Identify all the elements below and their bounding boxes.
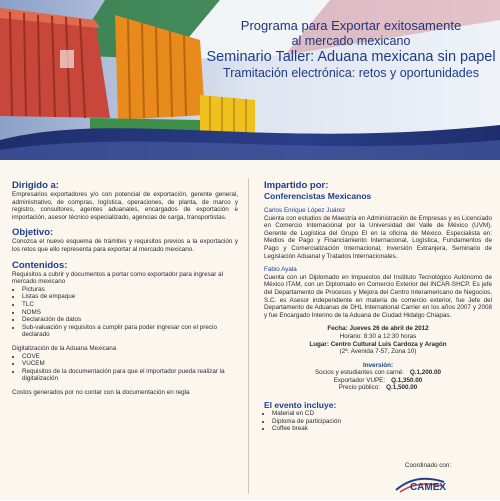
speaker2-bio: Cuenta con un Diplomado en Impuestos del Instituto Tecnológico Autónomo de México ITAM, con un Diplomado en Comercio Exterior del INCAR-SHCP. Es jefe del Departamento de Procesos y Mejora del Centro Interamericano de Negocios, S.C. es Asesor independiente en materia de comercio exterior, fue Jefe del Departamento de Aduanas de DHL International Carrier en los años 2007 y 2008 y fue Encargado Interino de la Aduana de Ciudad Hidalgo Chiapas. bbox=[264, 273, 492, 319]
list-item: • Coffee break bbox=[272, 425, 384, 433]
hero-banner bbox=[0, 0, 500, 160]
list-item: • TLC bbox=[22, 301, 238, 309]
list-item: • COVE bbox=[22, 353, 238, 361]
price-label: Socios y estudiantes con carné: bbox=[314, 369, 404, 377]
speaker1-bio: Cuenta con estudios de Maestría en Administración de Empresas y es Licenciado en Comercio Internacional por la Universidad del Valle de México (UVM). Gerente de Logística del Grupo El en la oficina de México. Especialista en: Medios de Pago y Financiamiento Internacional, Logística, Fundamentos de Pago y Comercialización Internacional, Inversión Extranjera, Seminario de Legislación Aduanal y Tratados Internacionales. bbox=[264, 214, 492, 260]
price-row bbox=[264, 369, 492, 377]
hero-title-block bbox=[205, 18, 497, 81]
price-value: Q.1,350.00 bbox=[391, 376, 423, 384]
left-column bbox=[12, 180, 238, 396]
costos-text: Costos generados por no contar con la documentación en regla bbox=[12, 388, 190, 396]
price-row bbox=[264, 384, 492, 392]
price-value: Q.1,500.00 bbox=[386, 384, 418, 392]
price-value: Q.1,200.00 bbox=[409, 369, 442, 377]
coordinado-label: Coordinado con: bbox=[404, 462, 452, 469]
requisitos-list bbox=[12, 286, 238, 339]
list-item: • Sub-valuación y requisitos a cumplir para poder ingresar con el precio declarado bbox=[22, 324, 238, 339]
content-body bbox=[0, 160, 500, 500]
logo-text: CAMEX bbox=[409, 481, 447, 493]
speaker1-name: Carlos Enrique López Juárez bbox=[264, 207, 346, 214]
digitalizacion-title: Digitalización de la Aduana Mexicana bbox=[12, 344, 117, 352]
container-red-left bbox=[0, 8, 110, 118]
dirigido-title: Dirigido a: bbox=[12, 180, 59, 191]
price-row bbox=[264, 377, 492, 385]
contenidos-title: Contenidos: bbox=[12, 259, 68, 271]
dirigido-text: Empresarios exportadores y/o con potencial de exportación, gerente general, administrativo, de compras, logística, operaciones, de planta, de marco y registro, consultores, agentes aduanales, encargados de exportación e importación, asesor técnico especializado, agencias de carga, transportistas. bbox=[12, 191, 238, 221]
speaker2-name: Fabio Ayala bbox=[264, 266, 297, 274]
list-item: • Requisitos de la documentación para que el importador pueda realizar la digitalización bbox=[22, 368, 238, 383]
price-label: Exportador VUPE: bbox=[333, 376, 386, 384]
hero-line-4: Tramitación electrónica: retos y oportunidades bbox=[223, 66, 479, 80]
digitalizacion-list bbox=[12, 353, 238, 383]
column-divider bbox=[248, 178, 249, 494]
camex-logo bbox=[392, 470, 464, 496]
evento-block bbox=[264, 400, 384, 433]
inversion-title: Inversión: bbox=[362, 361, 394, 369]
event-fecha: Fecha: Jueves 26 de abril de 2012 bbox=[327, 325, 429, 333]
evento-list bbox=[264, 410, 384, 433]
event-details bbox=[264, 325, 492, 355]
inversion-block bbox=[264, 362, 492, 392]
list-item: • Diploma de participación bbox=[272, 418, 384, 426]
hero-line-3: Seminario Taller: Aduana mexicana sin papel bbox=[206, 49, 496, 65]
coordinado-block bbox=[392, 462, 464, 501]
impartido-title: Impartido por: bbox=[264, 180, 329, 191]
right-column bbox=[264, 180, 492, 433]
conferencistas-title: Conferencistas Mexicanos bbox=[264, 191, 372, 201]
price-label: Precio público: bbox=[338, 384, 381, 392]
list-item: • Material en CD bbox=[272, 410, 384, 418]
list-item: • Declaración de datos bbox=[22, 316, 238, 324]
list-item: • Picturas bbox=[22, 286, 238, 294]
list-item: • VUCEM bbox=[22, 360, 238, 368]
objetivo-text: Conozca el nuevo esquema de trámites y requisitos previos a la exportación y los retos que ello representa para exportar al mercado mexicano. bbox=[12, 238, 238, 253]
hero-line-2: al mercado mexicano bbox=[291, 34, 411, 48]
hero-line-1: Programa para Exportar exitosamente bbox=[240, 18, 462, 33]
event-lugar-address: (2ª. Avenida 7-57, Zona 10) bbox=[339, 348, 417, 356]
list-item: • NOMS bbox=[22, 309, 238, 317]
evento-title: El evento incluye: bbox=[264, 400, 337, 411]
event-lugar: Lugar: Centro Cultural Luis Cardoza y Aragón bbox=[309, 340, 447, 348]
objetivo-title: Objetivo: bbox=[12, 227, 54, 239]
requisitos-title: Requisitos a cubrir y documentos a portar como exportador para ingresar al mercado mexicano bbox=[12, 270, 224, 286]
list-item: • Listas de empaque bbox=[22, 293, 238, 301]
event-horario: Horario: 8:30 a 12:30 horas bbox=[339, 332, 417, 340]
